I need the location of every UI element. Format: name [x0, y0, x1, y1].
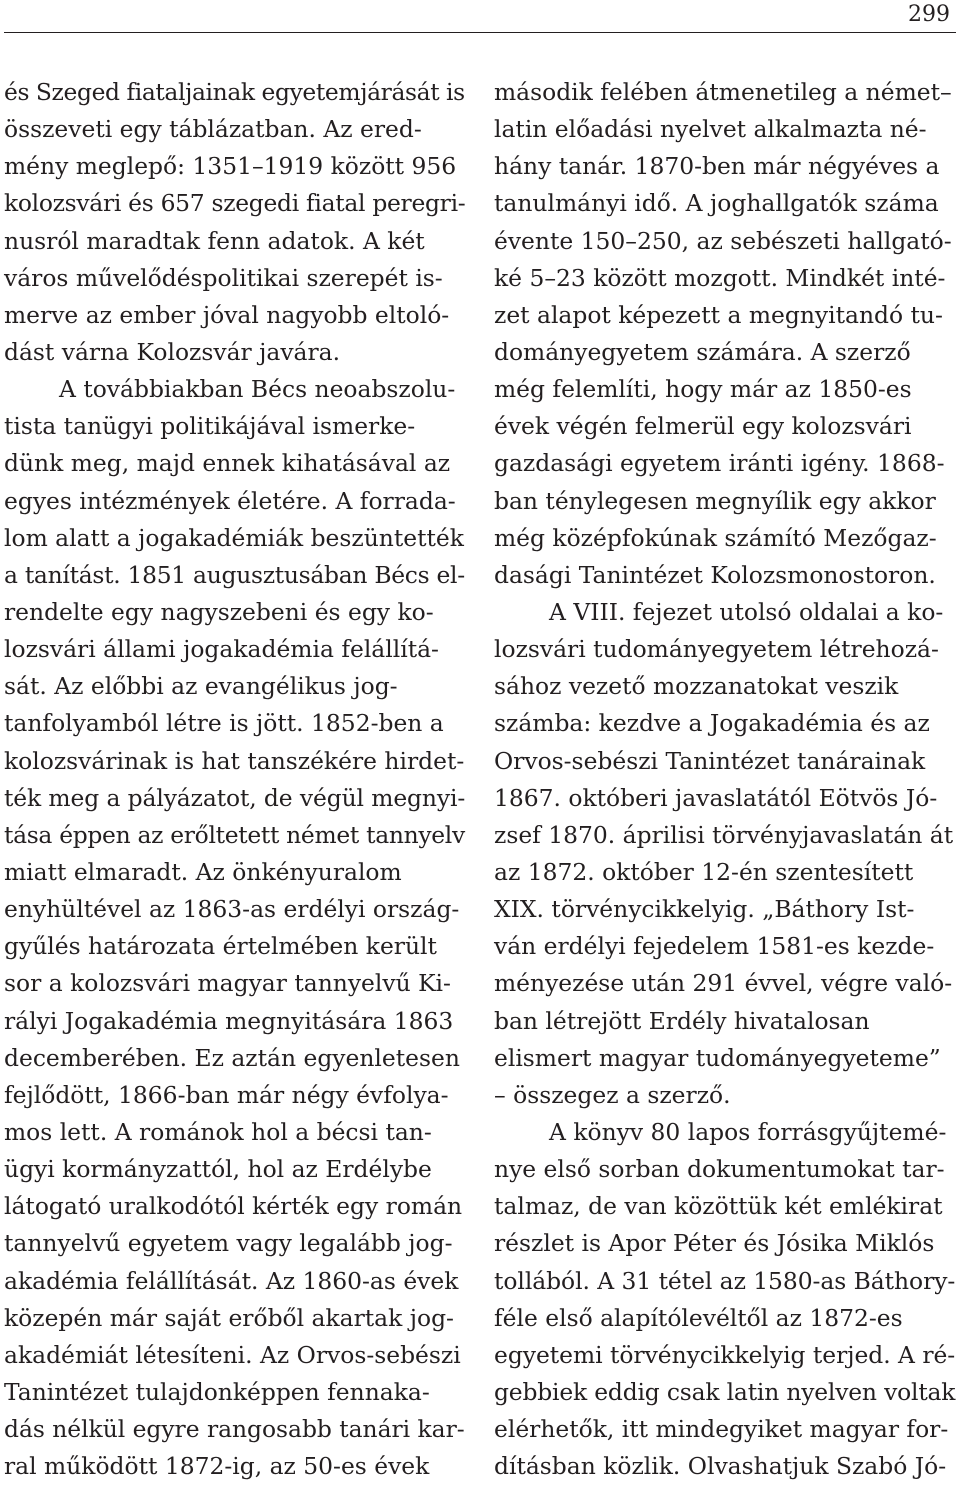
text-line: nusról maradtak fenn adatok. A két — [4, 226, 425, 255]
text-line: ményezése után 291 évvel, végre való- — [494, 969, 953, 998]
text-line: lom alatt a jogakadémiák beszüntették — [4, 523, 464, 552]
text-line: sához vezető mozzanatokat veszik — [494, 672, 899, 701]
text-line: féle első alapítólevéltől az 1872-es — [494, 1303, 903, 1332]
text-line: lozsvári állami jogakadémia felállítá- — [4, 635, 439, 664]
text-line: A VIII. fejezet utolsó oldalai a ko- — [549, 597, 944, 626]
text-line: még felemlíti, hogy már az 1850-es — [494, 375, 912, 404]
text-line: Tanintézet tulajdonképpen fennaka- — [4, 1377, 430, 1406]
text-line: fejlődött, 1866-ban már négy évfolya- — [4, 1080, 449, 1109]
text-line: egyes intézmények életére. A forrada- — [4, 486, 456, 515]
text-line: gazdasági egyetem iránti igény. 1868- — [494, 449, 945, 478]
text-line: miatt elmaradt. Az önkényuralom — [4, 857, 402, 886]
text-line: évek végén felmerül egy kolozsvári — [494, 412, 912, 441]
text-line: tannyelvű egyetem vagy legalább jog- — [4, 1229, 453, 1258]
text-line: talmaz, de van közöttük két emlékirat — [494, 1192, 943, 1221]
text-line: közepén már saját erőből akartak jog- — [4, 1303, 454, 1332]
text-line: XIX. törvénycikkelyig. „Báthory Ist- — [494, 895, 915, 924]
text-line: merve az ember jóval nagyobb eltoló- — [4, 300, 450, 329]
text-line: tollából. A 31 tétel az 1580-as Báthory- — [494, 1266, 956, 1295]
text-line: tista tanügyi politikájával ismerke- — [4, 412, 416, 441]
text-line: Orvos-sebészi Tanintézet tanárainak — [494, 746, 926, 775]
left-column — [4, 74, 465, 1485]
text-line: ké 5–23 között mozgott. Mindkét inté- — [494, 263, 946, 292]
header-rule — [4, 32, 956, 33]
text-line: látogató uralkodótól kérték egy román — [4, 1192, 463, 1221]
text-line: és Szeged fiataljainak egyetemjárását is — [4, 78, 465, 106]
text-line: sát. Az előbbi az evangélikus jog- — [4, 672, 398, 701]
text-line: hány tanár. 1870-ben már négyéves a — [494, 152, 940, 181]
text-line: mény meglepő: 1351–1919 között 956 — [4, 152, 457, 181]
text-line: tanulmányi idő. A joghallgatók száma — [494, 189, 939, 218]
text-line: decemberében. Ez aztán egyenletesen — [4, 1043, 460, 1072]
text-line: dományegyetem számára. A szerző — [494, 337, 911, 366]
text-line: dasági Tanintézet Kolozsmonostoron. — [494, 560, 936, 589]
text-line: évente 150–250, az sebészeti hallgató- — [494, 226, 952, 255]
text-line: tása éppen az erőltetett német tannyelv — [4, 820, 465, 849]
text-line: a tanítást. 1851 augusztusában Bécs el- — [4, 560, 465, 589]
text-line: dításban közlik. Olvashatjuk Szabó Jó- — [494, 1452, 947, 1481]
text-line: A könyv 80 lapos forrásgyűjtemé- — [549, 1117, 947, 1146]
text-line: összeveti egy táblázatban. Az ered- — [4, 115, 422, 144]
text-line: akadémia felállítását. Az 1860-as évek — [4, 1266, 459, 1295]
text-line: – összegez a szerző. — [494, 1080, 731, 1109]
text-line: egyetemi törvénycikkelyig terjed. A ré- — [494, 1340, 956, 1369]
text-line: részlet is Apor Péter és Jósika Miklós — [494, 1229, 935, 1258]
right-column — [494, 74, 955, 1485]
text-line: rendelte egy nagyszebeni és egy ko- — [4, 597, 434, 626]
text-line: sor a kolozsvári magyar tannyelvű Ki- — [4, 969, 451, 998]
text-line: dást várna Kolozsvár javára. — [4, 337, 341, 366]
text-line: elismert magyar tudományegyeteme” — [494, 1043, 941, 1072]
text-line: zet alapot képezett a megnyitandó tu- — [494, 300, 943, 329]
text-line: enyhültével az 1863-as erdélyi ország- — [4, 895, 460, 924]
text-line: akadémiát létesíteni. Az Orvos-sebészi — [4, 1340, 461, 1369]
text-line: mos lett. A románok hol a bécsi tan- — [4, 1117, 432, 1146]
text-line: ván erdélyi fejedelem 1581-es kezde- — [494, 932, 935, 961]
text-line: ügyi kormányzattól, hol az Erdélybe — [4, 1155, 432, 1184]
text-line: lozsvári tudományegyetem létrehozá- — [494, 635, 939, 664]
text-line: dünk meg, majd ennek kihatásával az — [4, 449, 451, 478]
text-line: az 1872. október 12-én szentesített — [494, 857, 914, 886]
text-line: dás nélkül egyre rangosabb tanári kar- — [4, 1415, 465, 1444]
text-line: latin előadási nyelvet alkalmazta né- — [494, 115, 927, 144]
text-line: tanfolyamból létre is jött. 1852-ben a — [4, 709, 444, 738]
text-line: gebbiek eddig csak latin nyelven voltak — [494, 1377, 956, 1406]
text-line: rályi Jogakadémia megnyitására 1863 — [4, 1006, 454, 1035]
text-line: még középfokúnak számító Mezőgaz- — [494, 523, 937, 552]
text-line: zsef 1870. áprilisi törvényjavaslatán át — [494, 820, 954, 849]
page-number: 299 — [908, 2, 950, 27]
text-line: 1867. októberi javaslatától Eötvös Jó- — [494, 783, 938, 812]
text-line: gyűlés határozata értelmében került — [4, 932, 437, 961]
text-line: ban ténylegesen megnyílik egy akkor — [494, 486, 936, 515]
text-line: A továbbiakban Bécs neoabszolu- — [59, 375, 456, 404]
text-line: elérhetők, itt mindegyiket magyar for- — [494, 1415, 949, 1444]
text-line: ban létrejött Erdély hivatalosan — [494, 1006, 870, 1035]
text-line: város művelődéspolitikai szerepét is- — [4, 263, 443, 292]
text-line: kolozsvári és 657 szegedi fiatal peregri- — [4, 189, 466, 218]
text-line: nye első sorban dokumentumokat tar- — [494, 1155, 945, 1184]
text-line: ral működött 1872-ig, az 50-es évek — [4, 1452, 430, 1481]
text-line: kolozsvárinak is hat tanszékére hirdet- — [4, 746, 465, 775]
text-line: számba: kezdve a Jogakadémia és az — [494, 709, 930, 738]
text-line: második felében átmenetileg a német– — [494, 78, 952, 106]
text-line: ték meg a pályázatot, de végül megnyi- — [4, 783, 466, 812]
